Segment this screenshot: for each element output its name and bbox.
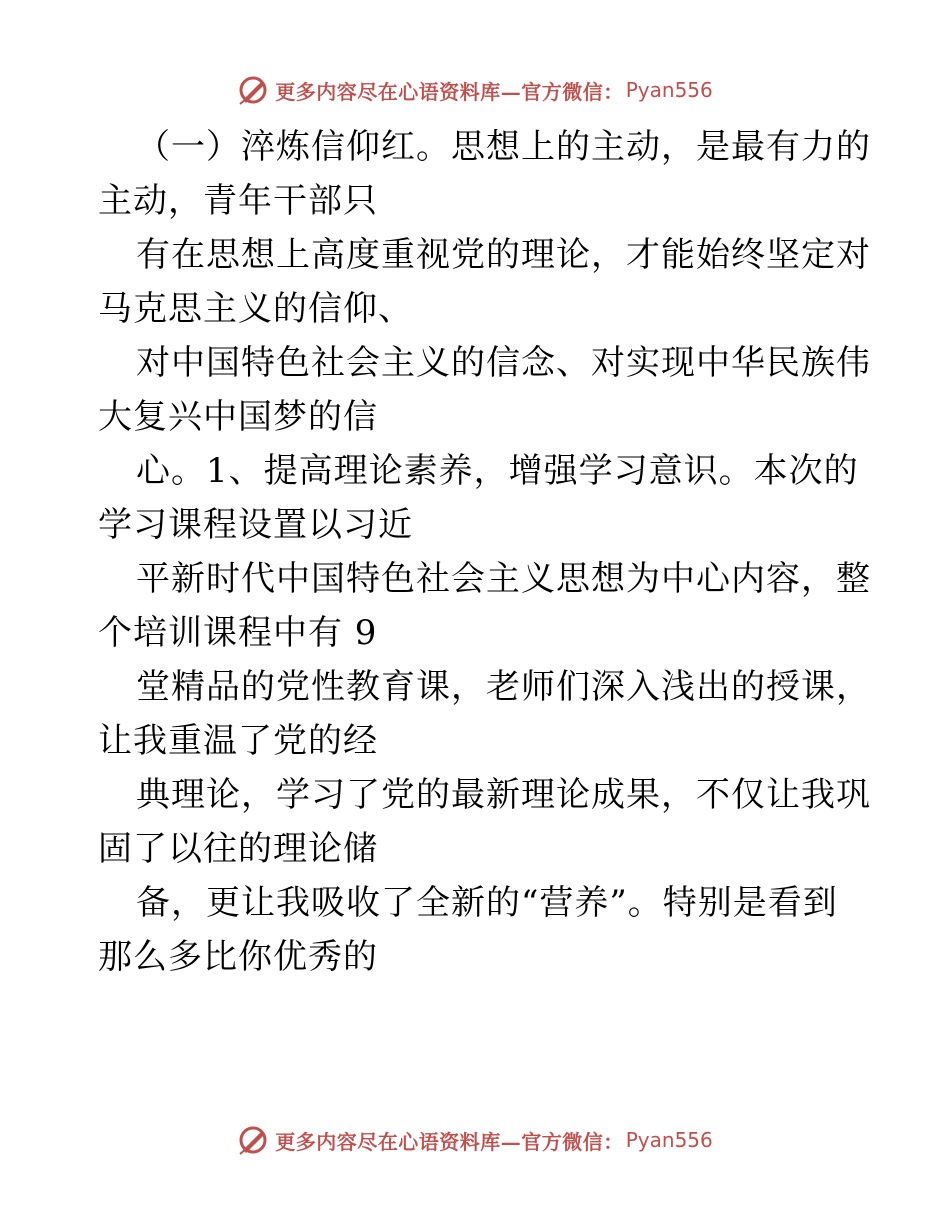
body-line: （一）淬炼信仰红。思想上的主动，是最有力的 [136, 127, 871, 167]
footer-banner [0, 1120, 950, 1160]
body-line: 堂精品的党性教育课，老师们深入浅出的授课， [136, 667, 871, 707]
body-line: 主动，青年干部只 [98, 181, 378, 221]
body-line: 典理论，学习了党的最新理论成果，不仅让我巩 [136, 775, 871, 815]
body-line: 备，更让我吸收了全新的“营养”。特别是看到 [136, 883, 838, 923]
header-wechat-id: Pyan556 [625, 78, 713, 102]
body-line: 个培训课程中有 9 [98, 613, 378, 653]
body-line: 有在思想上高度重视党的理论，才能始终坚定对 [136, 235, 871, 275]
body-line: 让我重温了党的经 [98, 721, 378, 761]
footer-banner-text: 更多内容尽在心语资料库—官方微信： [275, 1129, 624, 1154]
header-banner [0, 70, 950, 110]
body-line: 对中国特色社会主义的信念、对实现中华民族伟 [136, 343, 871, 383]
quill-pen-logo-icon [237, 1124, 269, 1156]
body-line: 马克思主义的信仰、 [98, 289, 413, 329]
body-line: 固了以往的理论储 [98, 829, 378, 869]
footer-wechat-id: Pyan556 [625, 1128, 713, 1152]
body-line: 平新时代中国特色社会主义思想为中心内容，整 [136, 559, 871, 599]
body-line: 那么多比你优秀的 [98, 937, 378, 977]
document-body [98, 120, 871, 984]
body-line: 学习课程设置以习近 [98, 505, 413, 545]
quill-pen-logo-icon [237, 74, 269, 106]
body-line: 心。1、提高理论素养，增强学习意识。本次的 [136, 451, 859, 491]
body-line: 大复兴中国梦的信 [98, 397, 378, 437]
header-banner-text: 更多内容尽在心语资料库—官方微信： [275, 79, 624, 104]
